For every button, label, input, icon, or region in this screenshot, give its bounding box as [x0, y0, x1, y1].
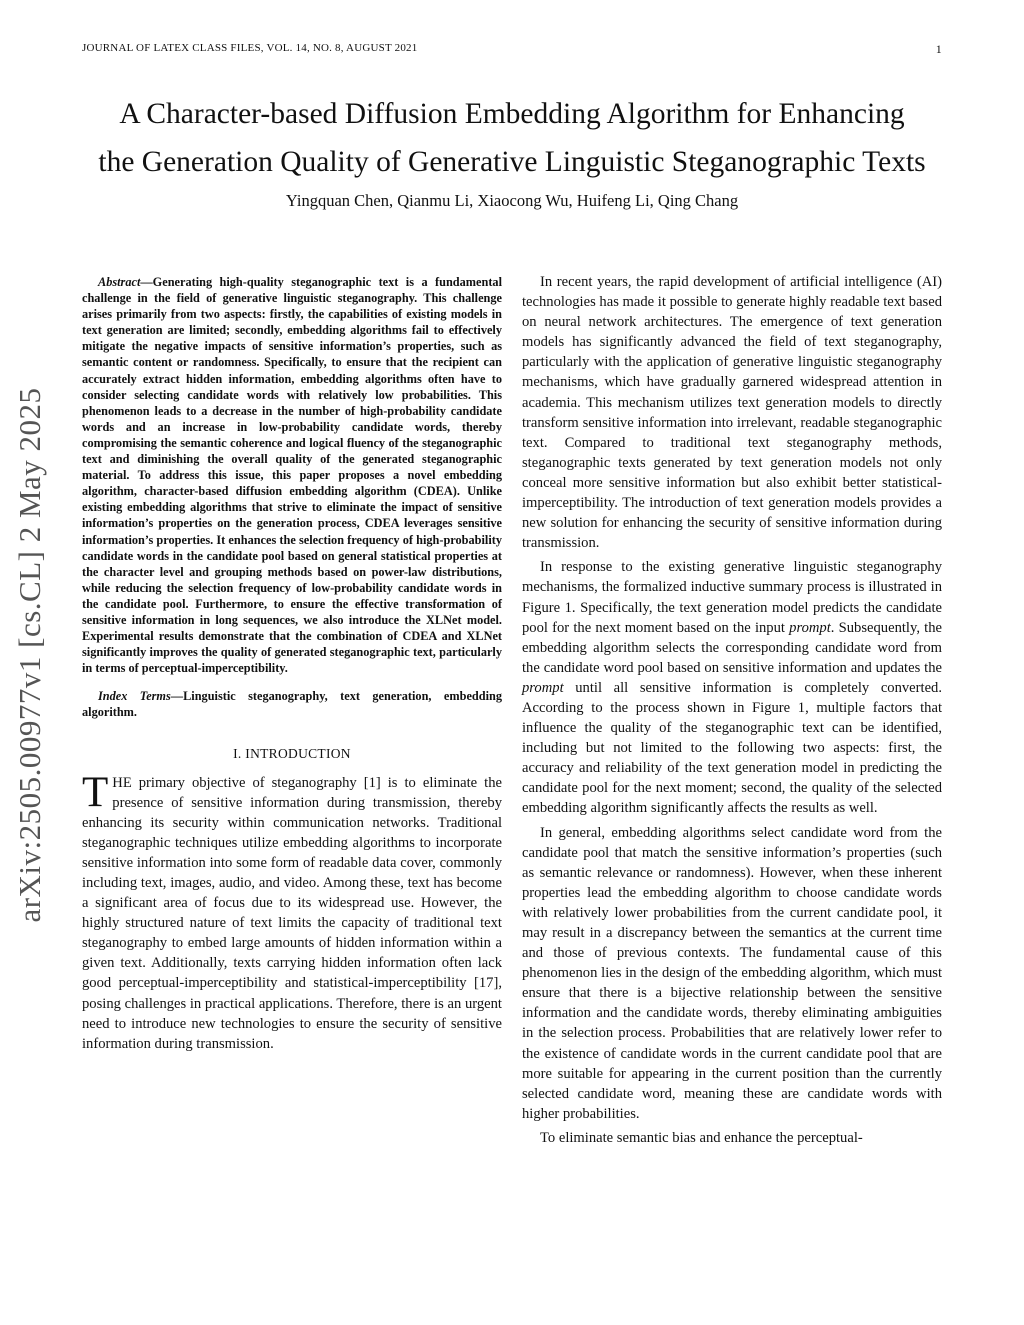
left-column	[82, 274, 502, 1054]
index-terms-label: Index Terms	[98, 689, 171, 704]
abstract-label: Abstract	[98, 275, 141, 289]
intro-paragraph-1-text: HE primary objective of steganography [1] is to eliminate the presence of sensitive information during transmission, thereby enhancing its security within communication networks. Traditional steganographic techniques utilize embedding algorithms to incorporate sensitive information into some form of readable data cover, commonly including text, images, audio, and video. Among these, text has become a significant area of focus due to its widespread use. However, the highly structured nature of text limits the capacity of traditional text steganography to embed large amounts of hidden information within a given text. Additionally, texts carrying hidden information often lack good perceptual-imperceptibility and statistical-imperceptibility [17], posing challenges in practical applications. Therefore, there is an urgent need to introduce new technologies to ensure the security of sensitive information during transmission.	[82, 774, 502, 1052]
drop-cap: T	[82, 768, 109, 816]
prompt-math-2: prompt	[522, 679, 564, 696]
author-list: Yingquan Chen, Qianmu Li, Xiaocong Wu, Huifeng Li, Qing Chang	[285, 191, 739, 210]
body-paragraph-2-part-c: until all sensitive information is completely converted. According to the process shown in Figure 1, multiple factors that influence the quality of the steganographic text can be identified, including but not limited to the following two aspects: first, the accuracy and reliability of the text generation model in predicting the candidate pool for the next moment; second, the quality of the selected embedding algorithm significantly affects the results as well.	[522, 679, 942, 817]
abstract	[82, 274, 502, 676]
arxiv-identifier: arXiv:2505.00977v1 [cs.CL] 2 May 2025	[12, 387, 47, 923]
body-paragraph-1: In recent years, the rapid development of artificial intelligence (AI) technologies has made it possible to generate highly readable text based on neural network architectures. The emergence of text generation models has significantly advanced the field of text steganography, particularly with the application of generative linguistic steganography mechanisms, which have gradually garnered widespread attention in academia. This mechanism utilizes text generation models to directly transform sensitive information into irrelevant, readable steganographic text. Compared to traditional text steganography methods, steganographic texts generated by text generation models not only conceal more sensitive information but also exhibit better statistical-imperceptibility. The introduction of text generation models provides a new solution for enhancing the security of sensitive information during transmission.	[522, 274, 942, 552]
body-paragraph-3: In general, embedding algorithms select candidate word from the candidate pool that match the sensitive information’s properties (such as semantic relevance or randomness). However, when these inherent properties lead the embedding algorithm to choose candidate words with relatively lower probabilities from the current candidate pool, it may result in a discrepancy between the semantics at the current time and those of previous contexts. The fundamental cause of this phenomenon lies in the design of the embedding algorithm, which must ensure that there is a bijective relationship between the sensitive information and the candidate words, thereby eliminating ambiguities in the selection process. Probabilities that are relatively lower refer to the existence of candidate words in the current candidate pool that are more suitable for appearing in the current position than the currently selected candidate word, meaning these are candidate words with higher probabilities.	[522, 824, 942, 1122]
page-number: 1	[935, 42, 942, 56]
paper-title	[60, 90, 964, 186]
right-column	[522, 272, 942, 1152]
journal-header: JOURNAL OF LATEX CLASS FILES, VOL. 14, NO. 8, AUGUST 2021	[82, 42, 418, 54]
abstract-text: —Generating high-quality steganographic text is a fundamental challenge in the field of generative linguistic steganography. This challenge arises primarily from two aspects: firstly, the capabilities of existing models in text generation are limited; secondly, embedding algorithms fail to effectively mitigate the negative impacts of sensitive information’s properties, such as semantic content or randomness. Specifically, to ensure that the recipient can accurately extract hidden information, embedding algorithms often have to consider selecting candidate words with relatively low probabilities. This phenomenon leads to a decrease in the number of high-probability candidate words and an increase in low-probability candidate words, thereby compromising the semantic coherence and logical fluency of the steganographic text and diminishing the overall quality of the generated steganographic material. To address this issue, this paper proposes a novel embedding algorithm, character-based diffusion embedding algorithm (CDEA). Unlike existing embedding algorithms that strive to eliminate the impact of sensitive information’s properties on the generation process, CDEA leverages sensitive information’s properties. It enhances the selection frequency of high-probability candidate words in the candidate pool based on general statistical properties at the character level and grouping methods based on power-law distributions, while reducing the selection frequency of low-probability candidate words in the candidate pool. Furthermore, to ensure the effective transformation of sensitive information in long sequences, we also introduce the XLNet model. Experimental results demonstrate that the combination of CDEA and XLNet significantly improves the quality of generated steganographic text, particularly in terms of perceptual-imperceptibility.	[82, 275, 502, 676]
section-heading-introduction: I. INTRODUCTION	[233, 745, 351, 761]
body-paragraph-2	[522, 557, 942, 818]
running-header	[82, 42, 942, 58]
index-terms-text: —Linguistic steganography, text generation, embedding algorithm.	[82, 689, 502, 720]
body-paragraph-2-part-b: . Subsequently, the embedding algorithm selects the corresponding candidate word from the candidate word pool based on sensitive information and updates the	[522, 619, 942, 676]
body-paragraph-2-part-a: In response to the existing generative linguistic steganography mechanisms, the formalized inductive summary process is illustrated in Figure 1. Specifically, the text generation model predicts the candidate pool for the next moment based on the input	[522, 559, 942, 636]
index-terms	[82, 688, 502, 720]
prompt-math-1: prompt	[789, 619, 831, 636]
intro-paragraph-1	[82, 768, 502, 1054]
title-line-2: the Generation Quality of Generative Linguistic Steganographic Texts	[98, 146, 926, 178]
body-paragraph-4: To eliminate semantic bias and enhance the perceptual-	[540, 1129, 863, 1146]
title-line-1: A Character-based Diffusion Embedding Algorithm for Enhancing	[119, 98, 905, 130]
arxiv-sidebar	[4, 355, 56, 955]
